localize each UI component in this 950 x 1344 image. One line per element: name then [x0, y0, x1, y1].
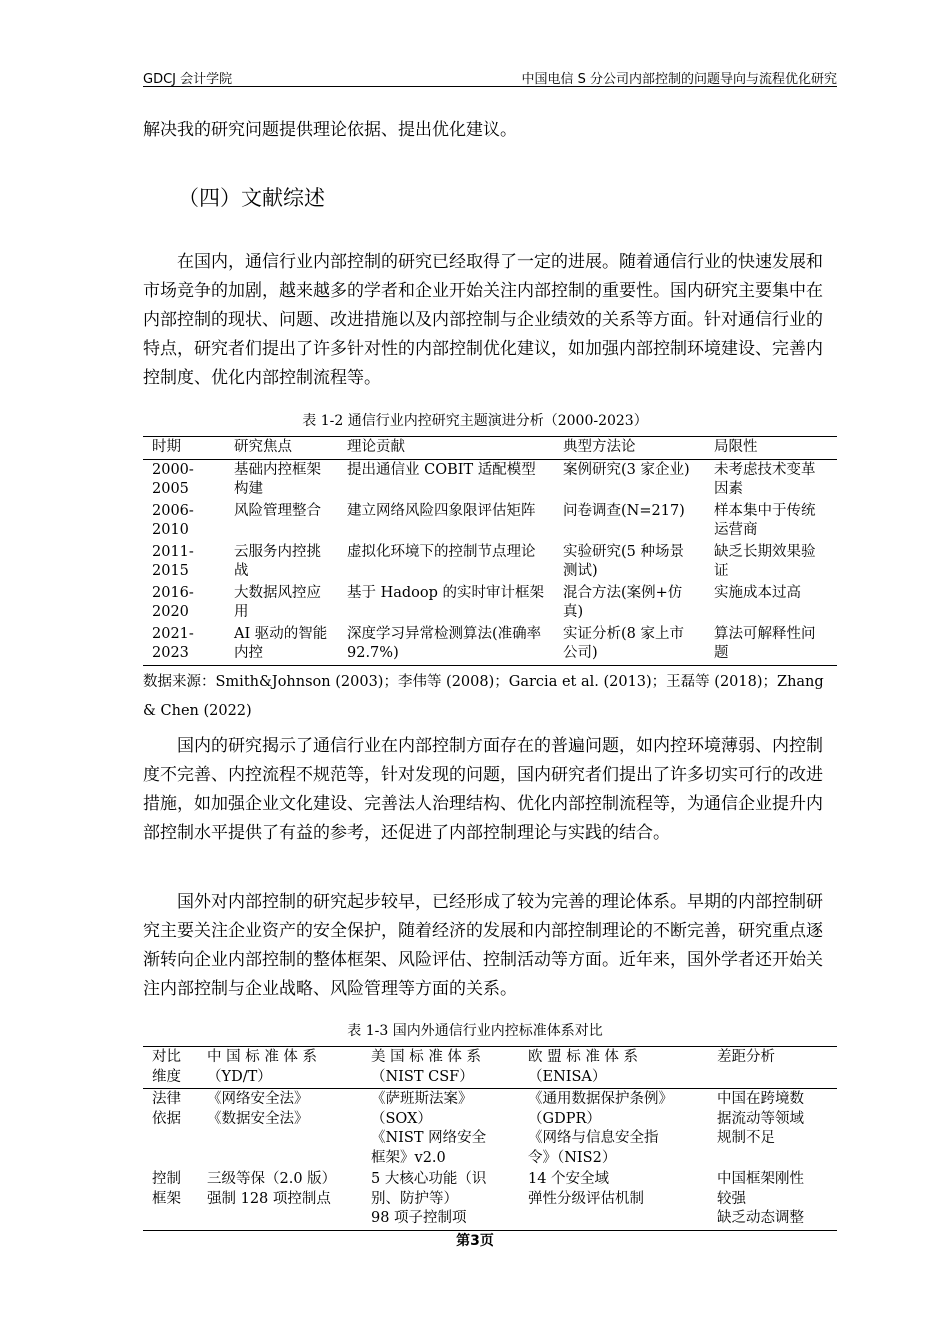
table1-caption: 表 1-2 通信行业内控研究主题演进分析（2000-2023）	[302, 413, 648, 429]
cell-line: （YD/T）	[207, 1068, 272, 1085]
table-cell	[708, 1169, 837, 1230]
table-cell: 算法可解释性问题	[705, 624, 837, 666]
cell-line: 令》（NIS2）	[528, 1149, 617, 1166]
cell-line: 《萨班斯法案》	[371, 1091, 473, 1107]
cell-line: 控制	[152, 1171, 181, 1187]
table-cell: 缺乏长期效果验证	[714, 543, 816, 579]
cell-line: （ENISA）	[528, 1068, 607, 1085]
table1-header-row	[143, 437, 837, 460]
table-cell	[198, 1089, 362, 1170]
cell-line: （SOX）	[371, 1110, 432, 1127]
table-cell	[143, 1089, 198, 1170]
cell-line: 弹性分级评估机制	[528, 1190, 644, 1207]
cell-line: 《数据安全法》	[207, 1110, 309, 1127]
cell-line: 《网络与信息安全指	[528, 1130, 659, 1146]
cell-line: 较强	[717, 1190, 746, 1207]
table1-header-cell: 局限性	[705, 437, 837, 460]
table-cell: 大数据风控应用	[234, 584, 321, 620]
table-cell: 案例研究(3 家企业)	[563, 461, 690, 478]
table2-caption: 表 1-3 国内外通信行业内控标准体系对比	[347, 1023, 603, 1039]
table-cell: 云服务内控挑战	[234, 543, 321, 579]
table-cell: 实施成本过高	[714, 584, 801, 601]
page-header	[143, 66, 837, 87]
header-left: GDCJ 会计学院	[143, 72, 233, 87]
paragraph-0: 解决我的研究问题提供理论依据、提出优化建议。	[143, 120, 517, 140]
page-number: 第3页	[456, 1233, 494, 1249]
cell-line: 规制不足	[717, 1130, 775, 1146]
cell-line: 98 项子控制项	[371, 1210, 467, 1226]
cell-line: （NIST CSF）	[371, 1068, 474, 1085]
header-right: 中国电信 S 分公司内部控制的问题导向与流程优化研究	[521, 72, 837, 87]
cell-line: 别、防护等）	[371, 1190, 458, 1207]
table-cell: 基于 Hadoop 的实时审计框架	[347, 584, 545, 601]
table-cell: 提出通信业 COBIT 适配模型	[347, 461, 536, 478]
table2-header-cell	[143, 1047, 198, 1089]
table-cell: 问卷调查(N=217)	[563, 502, 685, 519]
table-row	[143, 583, 837, 624]
cell-line: 依据	[152, 1110, 181, 1127]
table2-header-row	[143, 1047, 837, 1089]
table-cell	[519, 1169, 708, 1230]
table-cell: 样本集中于传统运营商	[714, 502, 816, 538]
paragraph-2: 国内的研究揭示了通信行业在内部控制方面存在的普遍问题，如内控环境薄弱、内控制度不完善、内控流程不规范等，针对发现的问题，国内研究者们提出了许多切实可行的改进措施，如加强企业文化建设、完善法人治理结构、优化内部控制流程等，为通信企业提升内部控制水平提供了有益的参考，还促进了内部控制理论与实践的结合。	[143, 736, 823, 843]
table-cell: 基础内控框架构建	[234, 461, 321, 497]
table-cell: 2011-2015	[152, 543, 194, 579]
table-cell: 风险管理整合	[234, 502, 321, 519]
cell-line: 《通用数据保护条例》	[528, 1091, 673, 1107]
table-standards-comparison	[143, 1046, 837, 1231]
table2-header-cell	[198, 1047, 362, 1089]
table2-header-cell	[362, 1047, 519, 1089]
section-title: （四）文献综述	[178, 186, 325, 210]
table2-header-cell	[708, 1047, 837, 1089]
table-row	[143, 542, 837, 583]
cell-line: 《网络安全法》	[207, 1091, 309, 1107]
table-cell	[362, 1169, 519, 1230]
table-cell: 深度学习异常检测算法(准确率 92.7%)	[338, 624, 554, 666]
table-row	[143, 459, 837, 501]
table-cell: 2000-2005	[152, 461, 194, 497]
table-row	[143, 501, 837, 542]
table-cell: 虚拟化环境下的控制节点理论	[347, 543, 536, 560]
table1-header-cell: 理论贡献	[338, 437, 554, 460]
cell-line: 框架	[152, 1190, 181, 1207]
cell-line: 框架》v2.0	[371, 1149, 446, 1166]
table-research-evolution	[143, 436, 837, 666]
table-cell: 未考虑技术变革因素	[714, 461, 816, 497]
table1-header-cell: 时期	[143, 437, 225, 460]
cell-line: 欧 盟 标 准 体 系	[528, 1049, 639, 1065]
table-cell: 实验研究(5 种场景测试)	[563, 543, 684, 579]
cell-line: 中 国 标 准 体 系	[207, 1049, 318, 1065]
cell-line: 5 大核心功能（识	[371, 1171, 487, 1187]
cell-line: 差距分析	[717, 1049, 775, 1065]
cell-line: 法律	[152, 1091, 181, 1107]
table1-header-cell: 研究焦点	[225, 437, 338, 460]
cell-line: 缺乏动态调整	[717, 1210, 804, 1226]
table-cell: 2021-2023	[143, 624, 225, 666]
cell-line: 《NIST 网络安全	[371, 1130, 487, 1146]
table-cell	[198, 1169, 362, 1230]
table-cell: 2016-2020	[152, 584, 194, 620]
paragraph-1: 在国内，通信行业内部控制的研究已经取得了一定的进展。随着通信行业的快速发展和市场竞争的加剧，越来越多的学者和企业开始关注内部控制的重要性。国内研究主要集中在内部控制的现状、问题、改进措施以及内部控制与企业绩效的关系等方面。针对通信行业的特点，研究者们提出了许多针对性的内部控制优化建议，如加强内部控制环境建设、完善内控制度、优化内部控制流程等。	[143, 252, 823, 388]
table-cell: AI 驱动的智能内控	[225, 624, 338, 666]
cell-line: 三级等保（2.0 版）	[207, 1171, 337, 1187]
paragraph-3: 国外对内部控制的研究起步较早，已经形成了较为完善的理论体系。早期的内部控制研究主要关注企业资产的安全保护，随着经济的发展和内部控制理论的不断完善，研究重点逐渐转向企业内部控制的整体框架、风险评估、控制活动等方面。近年来，国外学者还开始关注内部控制与企业战略、风险管理等方面的关系。	[143, 892, 823, 999]
table1-header-cell: 典型方法论	[554, 437, 705, 460]
table-cell	[143, 1169, 198, 1230]
table-cell: 2006-2010	[152, 502, 194, 538]
cell-line: 中国在跨境数	[717, 1091, 804, 1107]
table1-data-source: 数据来源：Smith&Johnson (2003)；李伟等 (2008)；Garcia et al. (2013)；王磊等 (2018)；Zhang & Chen (2022)	[143, 674, 824, 719]
table-cell	[519, 1089, 708, 1170]
table-row	[143, 1169, 837, 1230]
table2-header-cell	[519, 1047, 708, 1089]
cell-line: 14 个安全域	[528, 1171, 610, 1187]
table-row	[143, 624, 837, 666]
cell-line: 美 国 标 准 体 系	[371, 1049, 482, 1065]
cell-line: 维度	[152, 1068, 181, 1085]
table-row	[143, 1089, 837, 1170]
cell-line: 中国框架刚性	[717, 1171, 804, 1187]
table-cell: 混合方法(案例+仿真)	[563, 584, 683, 620]
table-cell: 建立网络风险四象限评估矩阵	[347, 502, 536, 519]
table-cell	[362, 1089, 519, 1170]
table-cell: 实证分析(8 家上市公司)	[554, 624, 705, 666]
cell-line: （GDPR）	[528, 1110, 601, 1127]
table-cell	[708, 1089, 837, 1170]
cell-line: 强制 128 项控制点	[207, 1190, 331, 1207]
cell-line: 对比	[152, 1049, 181, 1065]
cell-line: 据流动等领域	[717, 1110, 804, 1127]
